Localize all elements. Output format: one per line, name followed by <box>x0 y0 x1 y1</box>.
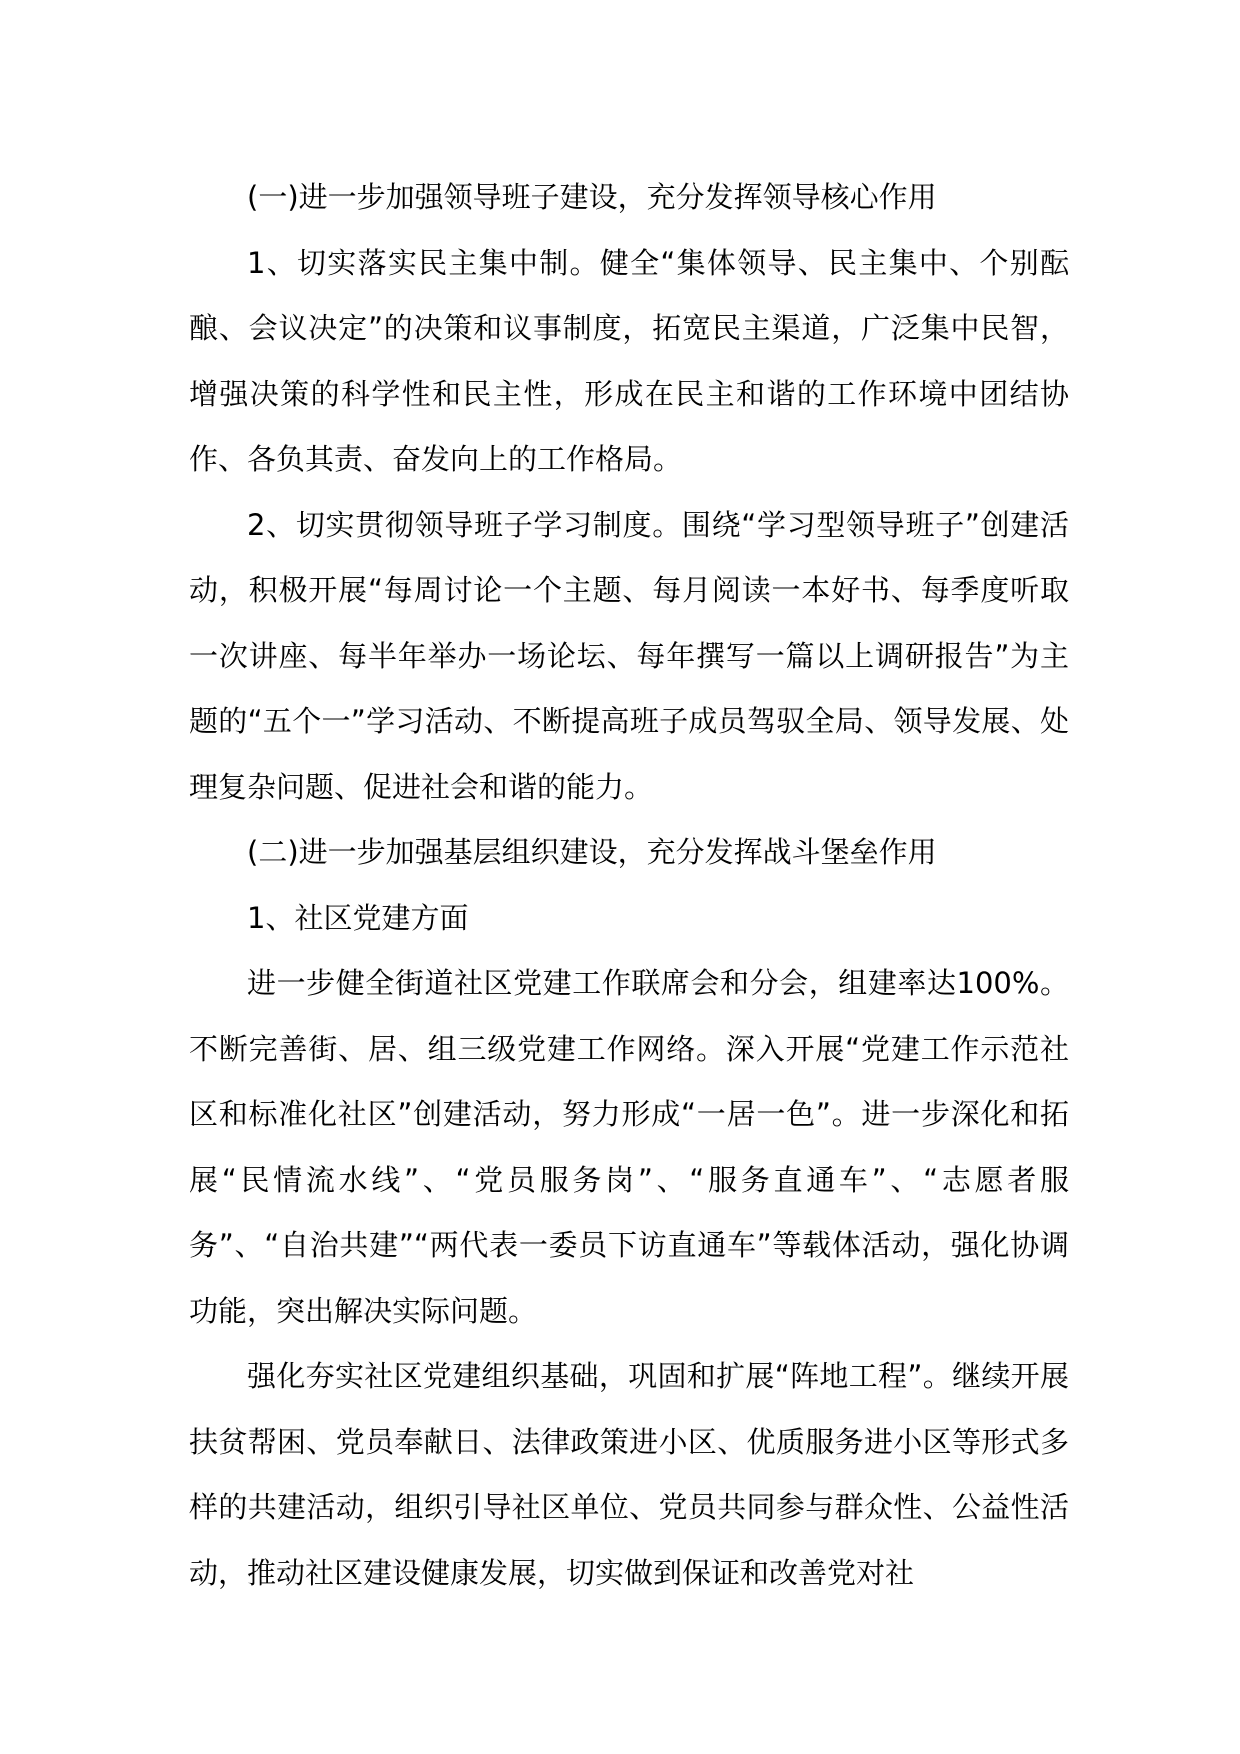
paragraph-study-system: 2、切实贯彻领导班子学习制度。围绕“学习型领导班子”创建活动，积极开展“每周讨论一个主题、每月阅读一本好书、每季度听取一次讲座、每半年举办一场论坛、每年撰写一篇以上调研报告”为主题的“五个一”学习活动、不断提高班子成员驾驭全局、领导发展、处理复杂问题、促进社会和谐的能力。 <box>189 507 1069 804</box>
paragraph-democratic-centralism: 1、切实落实民主集中制。健全“集体领导、民主集中、个别酝酿、会议决定”的决策和议事制度，拓宽民主渠道，广泛集中民智，增强决策的科学性和民主性，形成在民主和谐的工作环境中团结协作、各负其责、奋发向上的工作格局。 <box>189 245 1069 476</box>
section-heading-1: (一)进一步加强领导班子建设，充分发挥领导核心作用 <box>247 180 937 214</box>
paragraph-community-foundation: 强化夯实社区党建组织基础，巩固和扩展“阵地工程”。继续开展扶贫帮困、党员奉献日、法律政策进小区、优质服务进小区等形式多样的共建活动，组织引导社区单位、党员共同参与群众性、公益性活动，推动社区建设健康发展，切实做到保证和改善党对社 <box>189 1359 1069 1590</box>
paragraph-community-network: 进一步健全街道社区党建工作联席会和分会，组建率达100%。不断完善街、居、组三级党建工作网络。深入开展“党建工作示范社区和标准化社区”创建活动，努力形成“一居一色”。进一步深化和拓展“民情流水线”、“党员服务岗”、“服务直通车”、“志愿者服务”、“自治共建”“两代表一委员下访直通车”等载体活动，强化协调功能，突出解决实际问题。 <box>189 966 1069 1328</box>
subsection-heading-community: 1、社区党建方面 <box>247 900 469 935</box>
document-body <box>189 165 1069 1606</box>
section-heading-2: (二)进一步加强基层组织建设，充分发挥战斗堡垒作用 <box>247 835 937 869</box>
